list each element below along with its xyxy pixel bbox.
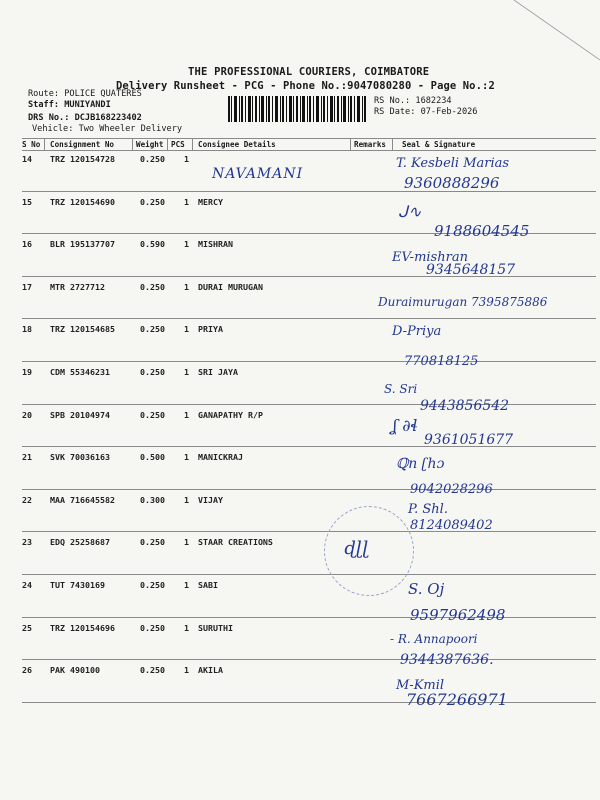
phone-number: 9361051677 bbox=[424, 432, 514, 448]
row-consignment-no: MTR 2727712 bbox=[50, 281, 105, 292]
row-consignee: SURUTHI bbox=[198, 622, 233, 633]
row-consignment-no: TRZ 120154685 bbox=[50, 324, 115, 335]
col-seal: Seal & Signature bbox=[402, 140, 476, 149]
row-sno: 25 bbox=[22, 622, 32, 633]
rs-number: RS No.: 1682234 bbox=[374, 96, 452, 106]
phone-number: 9345648157 bbox=[426, 262, 516, 278]
row-sno: 16 bbox=[22, 239, 32, 250]
row-divider bbox=[22, 659, 596, 660]
row-consignee: SABI bbox=[198, 580, 218, 590]
row-consignment-no: TRZ 120154728 bbox=[50, 154, 115, 164]
company-title: THE PROFESSIONAL COURIERS, COIMBATORE bbox=[188, 66, 430, 78]
row-weight: 0.250 bbox=[140, 580, 165, 590]
signature-mark: ℚn ʗhɔ bbox=[396, 456, 445, 472]
signature-mark: ɖɭɭ bbox=[344, 538, 369, 559]
row-sno: 21 bbox=[22, 452, 32, 463]
row-consignment-no: TUT 7430169 bbox=[50, 580, 105, 590]
row-consignee: SRI JAYA bbox=[198, 367, 238, 377]
row-weight: 0.300 bbox=[140, 494, 165, 505]
row-consignment-no: MAA 716645582 bbox=[50, 494, 115, 505]
phone-number: 9042028296 bbox=[410, 482, 493, 497]
row-consignee: AKILA bbox=[198, 665, 223, 676]
row-weight: 0.250 bbox=[140, 537, 165, 548]
row-weight: 0.250 bbox=[140, 622, 165, 633]
phone-number: 9188604545 bbox=[434, 222, 530, 240]
signature: P. Shl. bbox=[408, 502, 448, 517]
row-divider bbox=[22, 531, 596, 532]
row-pcs: 1 bbox=[184, 537, 189, 548]
row-pcs: 1 bbox=[184, 281, 189, 292]
signature: T. Kesbeli Marias bbox=[396, 156, 510, 171]
row-consignment-no: SVK 70036163 bbox=[50, 452, 110, 463]
row-weight: 0.250 bbox=[140, 281, 165, 292]
row-divider bbox=[22, 617, 596, 618]
row-sno: 19 bbox=[22, 367, 32, 377]
signature: EV-mishran bbox=[392, 250, 468, 265]
row-sno: 26 bbox=[22, 665, 32, 676]
row-consignee: MISHRAN bbox=[198, 239, 233, 250]
row-pcs: 1 bbox=[184, 409, 189, 420]
table-top-border bbox=[22, 138, 596, 139]
row-consignment-no: BLR 195137707 bbox=[50, 239, 115, 250]
row-sno: 20 bbox=[22, 409, 32, 420]
row-divider bbox=[22, 191, 596, 192]
phone-number: 9597962498 bbox=[410, 606, 506, 624]
row-divider bbox=[22, 574, 596, 575]
phone-number: 9344387636. bbox=[400, 652, 494, 668]
row-consignee: PRIYA bbox=[198, 324, 223, 335]
vehicle-label: Vehicle: Two Wheeler Delivery bbox=[32, 124, 183, 134]
signature: Duraimurugan 7395875886 bbox=[378, 295, 548, 309]
row-divider bbox=[22, 489, 596, 490]
phone-number: 9443856542 bbox=[420, 398, 510, 414]
row-consignee: GANAPATHY R/P bbox=[198, 409, 263, 420]
row-pcs: 1 bbox=[184, 367, 189, 377]
drs-number: DRS No.: DCJB168223402 bbox=[28, 113, 142, 123]
col-pcs: PCS bbox=[171, 140, 185, 149]
rs-date: RS Date: 07-Feb-2026 bbox=[374, 107, 478, 117]
row-consignment-no: TRZ 120154696 bbox=[50, 622, 115, 633]
col-sno: S No bbox=[22, 140, 41, 149]
row-divider bbox=[22, 702, 596, 703]
row-pcs: 1 bbox=[184, 196, 189, 207]
row-divider bbox=[22, 318, 596, 319]
col-weight: Weight bbox=[136, 140, 164, 149]
signature: - R. Annapoori bbox=[390, 632, 478, 646]
row-consignment-no: CDM 55346231 bbox=[50, 367, 110, 377]
row-pcs: 1 bbox=[184, 324, 189, 335]
signature-mark: ᒍ∿ bbox=[398, 202, 422, 221]
row-consignment-no: PAK 490100 bbox=[50, 665, 100, 676]
row-sno: 24 bbox=[22, 580, 32, 590]
staff-label: Staff: MUNIYANDI bbox=[28, 100, 111, 110]
signature: M-Kmil bbox=[396, 678, 445, 693]
row-weight: 0.250 bbox=[140, 196, 165, 207]
row-pcs: 1 bbox=[184, 622, 189, 633]
row-pcs: 1 bbox=[184, 452, 189, 463]
signature: D-Priya bbox=[392, 324, 442, 339]
row-weight: 0.250 bbox=[140, 324, 165, 335]
row-sno: 23 bbox=[22, 537, 32, 548]
row-sno: 14 bbox=[22, 154, 32, 164]
row-weight: 0.250 bbox=[140, 409, 165, 420]
col-remarks: Remarks bbox=[354, 140, 387, 149]
signature: S. Oj bbox=[408, 580, 445, 598]
row-pcs: 1 bbox=[184, 154, 189, 164]
row-divider bbox=[22, 404, 596, 405]
courier-stamp bbox=[324, 506, 414, 596]
row-sno: 18 bbox=[22, 324, 32, 335]
phone-number: 9360888296 bbox=[404, 174, 500, 192]
runsheet-title: Delivery Runsheet - PCG - Phone No.:9047080280 - Page No.:2 bbox=[116, 80, 495, 92]
col-consignment: Consignment No bbox=[50, 140, 115, 149]
phone-number: 7667266971 bbox=[406, 690, 508, 709]
handwritten-consignee-name: NAVAMANI bbox=[212, 166, 304, 182]
phone-number: 8124089402 bbox=[410, 518, 493, 533]
row-pcs: 1 bbox=[184, 580, 189, 590]
row-consignment-no: TRZ 120154690 bbox=[50, 196, 115, 207]
header-bottom-border bbox=[22, 150, 596, 151]
col-divider bbox=[44, 138, 45, 150]
col-consignee: Consignee Details bbox=[198, 140, 276, 149]
col-divider bbox=[132, 138, 133, 150]
row-consignment-no: EDQ 25258687 bbox=[50, 537, 110, 548]
row-consignee: MERCY bbox=[198, 196, 223, 207]
row-weight: 0.250 bbox=[140, 665, 165, 676]
col-divider bbox=[350, 138, 351, 150]
row-weight: 0.250 bbox=[140, 154, 165, 164]
row-sno: 22 bbox=[22, 494, 32, 505]
row-pcs: 1 bbox=[184, 665, 189, 676]
row-consignee: VIJAY bbox=[198, 494, 223, 505]
col-divider bbox=[167, 138, 168, 150]
row-pcs: 1 bbox=[184, 239, 189, 250]
col-divider bbox=[192, 138, 193, 150]
barcode-image bbox=[228, 96, 368, 122]
row-weight: 0.590 bbox=[140, 239, 165, 250]
signature: S. Sri bbox=[384, 382, 418, 396]
row-weight: 0.500 bbox=[140, 452, 165, 463]
row-weight: 0.250 bbox=[140, 367, 165, 377]
row-pcs: 1 bbox=[184, 494, 189, 505]
row-sno: 15 bbox=[22, 196, 32, 207]
fold-line bbox=[500, 0, 600, 60]
row-consignee: MANICKRAJ bbox=[198, 452, 243, 463]
route-label: Route: POLICE QUATERES bbox=[28, 89, 142, 99]
row-consignee: DURAI MURUGAN bbox=[198, 281, 263, 292]
phone-number: 770818125 bbox=[404, 354, 479, 369]
row-divider bbox=[22, 361, 596, 362]
col-divider bbox=[392, 138, 393, 150]
signature-mark: ʆ ∂ɬ bbox=[392, 416, 418, 435]
row-consignment-no: SPB 20104974 bbox=[50, 409, 110, 420]
row-consignee: STAAR CREATIONS bbox=[198, 537, 273, 548]
row-sno: 17 bbox=[22, 281, 32, 292]
